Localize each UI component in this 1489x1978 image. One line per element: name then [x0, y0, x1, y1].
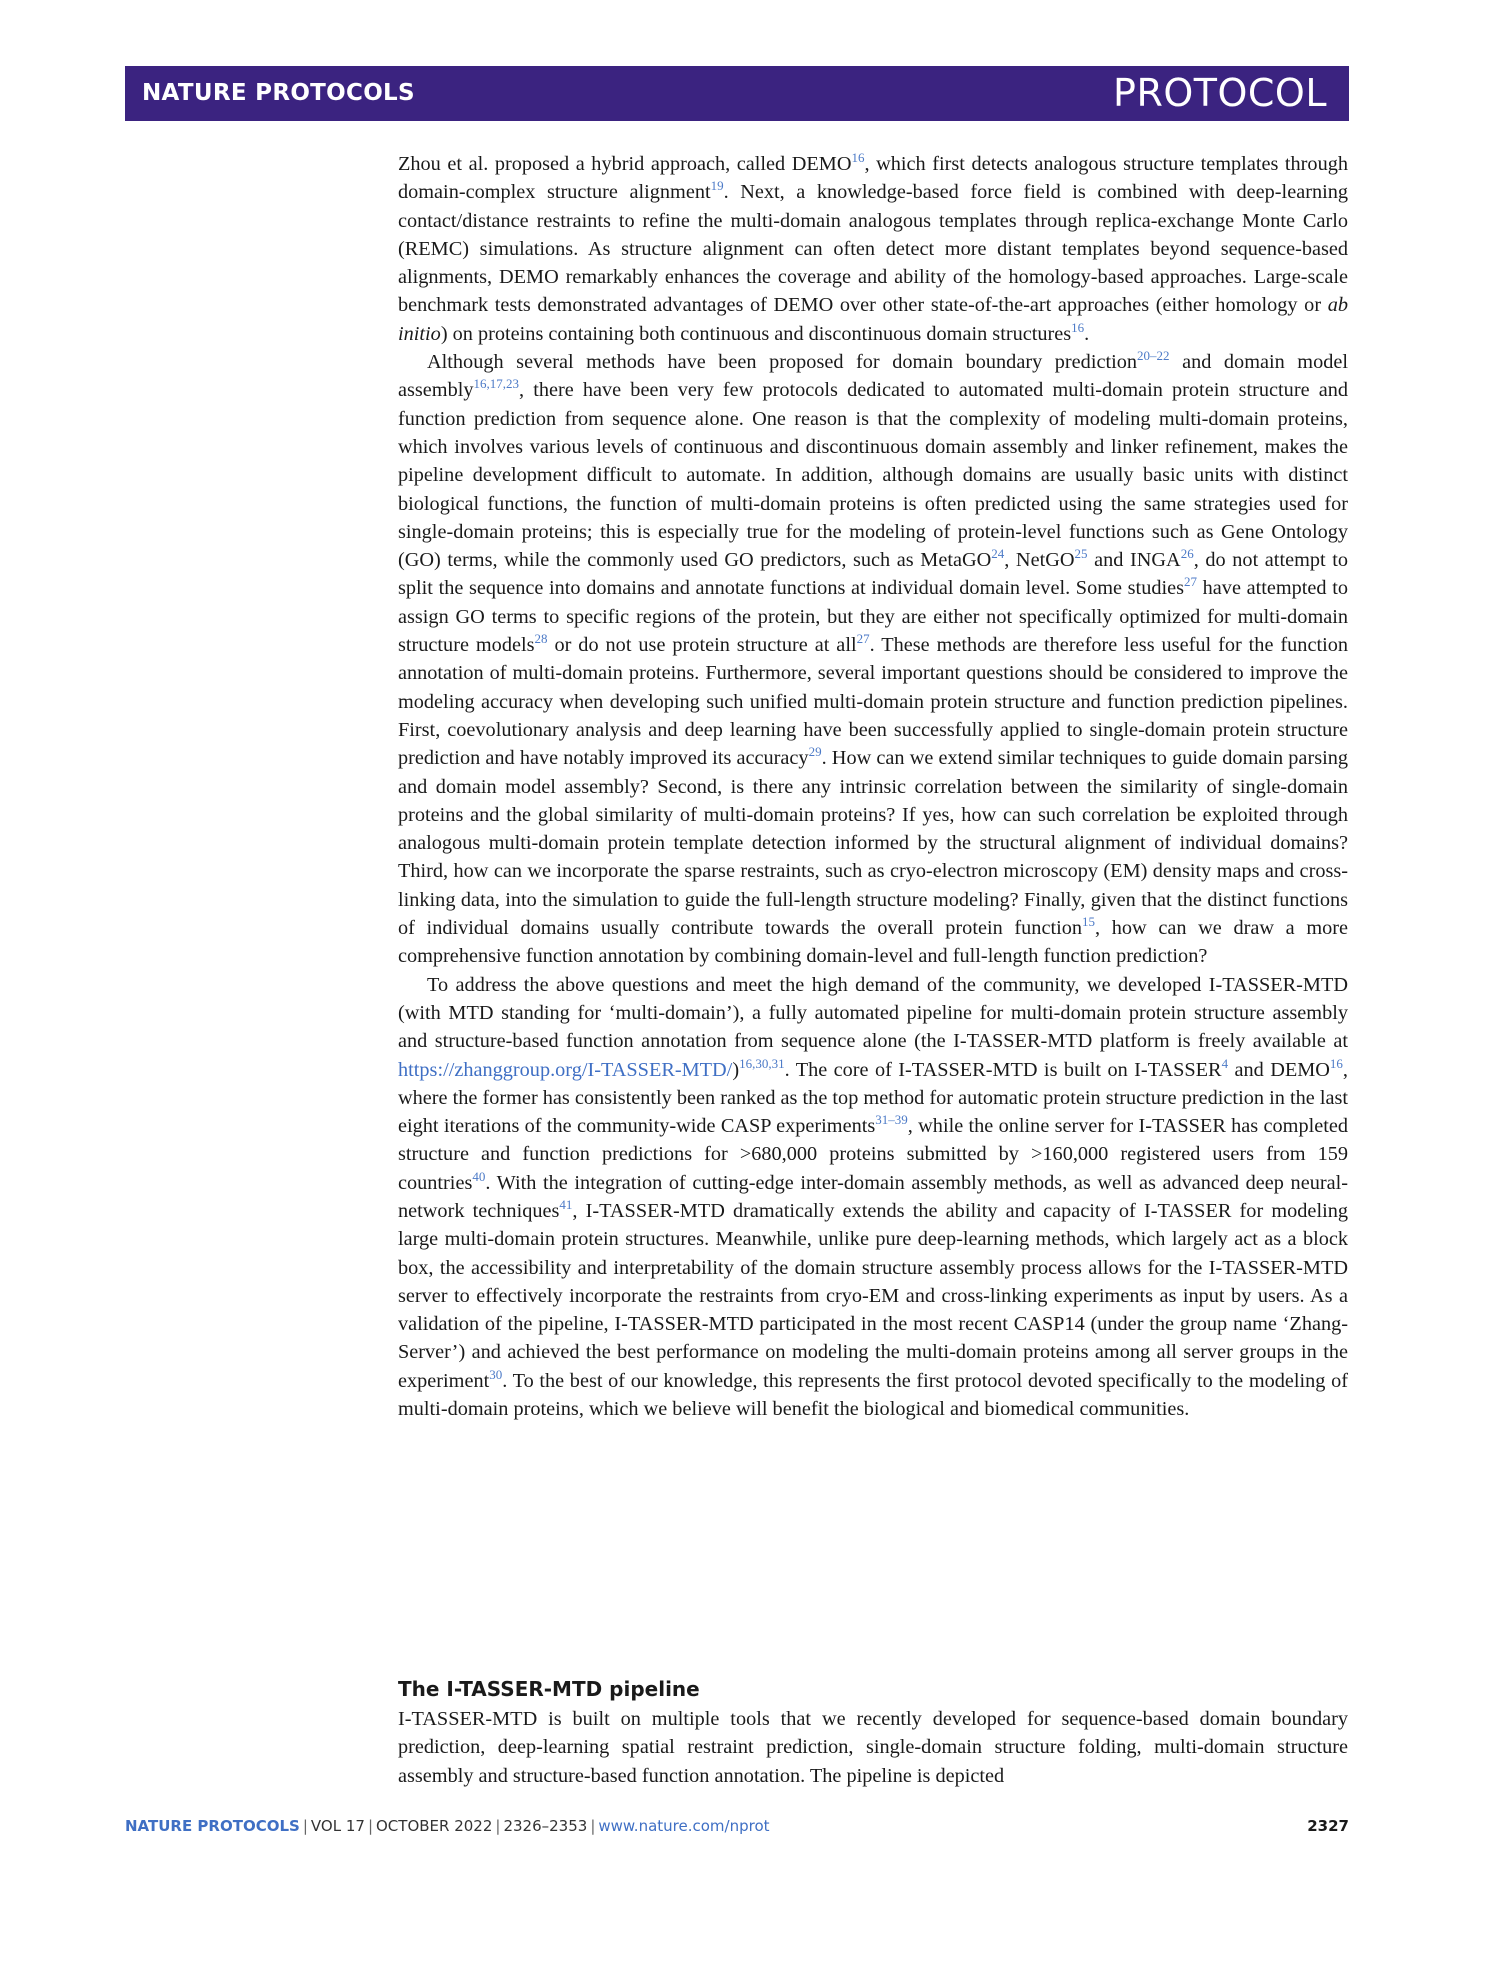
footer-volume: VOL 17 [310, 1817, 365, 1835]
section-heading: The I-TASSER-MTD pipeline [398, 1677, 700, 1701]
text-run: . The core of I-TASSER-MTD is built on I-TASSER [784, 1058, 1222, 1081]
footer-url[interactable]: www.nature.com/nprot [598, 1817, 770, 1835]
text-run: or do not use protein structure at all [547, 634, 857, 657]
text-run: Although several methods have been proposed for domain boundary prediction [427, 351, 1138, 374]
citation-ref[interactable]: 19 [710, 178, 724, 194]
citation-ref[interactable]: 16,17,23 [473, 376, 519, 392]
body-paragraph [398, 971, 1348, 1424]
body-paragraph [398, 348, 1348, 971]
citation-ref[interactable]: 16 [851, 150, 865, 166]
article-type: PROTOCOL [1113, 71, 1327, 115]
text-run: . These methods are therefore less useful for the function annotation of multi-domain proteins. Furthermore, several important questions should be considered to improve the modeling accuracy when developing such unified multi-domain protein structure and function prediction pipelines. First, coevolutionary analysis and deep learning have been successfully applied to single-domain protein structure prediction and have notably improved its accuracy [398, 634, 1348, 770]
text-run: , which first detects analogous structure templates through domain-complex structure alignment [398, 153, 1348, 204]
text-run: , how can we draw a more comprehensive function annotation by combining domain-level and full-length function prediction? [398, 917, 1348, 968]
citation-ref[interactable]: 16,30,31 [739, 1055, 785, 1071]
text-run: To address the above questions and meet the high demand of the community, we developed I-TASSER-MTD (with MTD standing for ‘multi-domain’), a fully automated pipeline for multi-domain protein structure assembly and structure-based function annotation from sequence alone (the I-TASSER-MTD platform is freely available at [398, 973, 1348, 1053]
external-link[interactable]: https://zhanggroup.org/I-TASSER-MTD/ [398, 1058, 733, 1081]
journal-banner [125, 66, 1349, 121]
text-run: and INGA [1087, 549, 1181, 572]
text-run: and domain model assembly [398, 351, 1348, 402]
text-run: , where the former has consistently been ranked as the top method for automatic protein structure prediction in the last eight iterations of the community-wide CASP experiments [398, 1058, 1348, 1138]
text-run: , do not attempt to split the sequence into domains and annotate functions at individual domain level. Some studies [398, 549, 1349, 600]
text-run: . Next, a knowledge-based force field is combined with deep-learning contact/distance restraints to refine the multi-domain analogous templates through replica-exchange Monte Carlo (REMC) simulations. As structure alignment can often detect more distant templates beyond sequence-based alignments, DEMO remarkably enhances the coverage and ability of the homology-based approaches. Large-scale benchmark tests demonstrated advantages of DEMO over other state-of-the-art approaches (either homology or [398, 181, 1349, 317]
footer-date: OCTOBER 2022 [376, 1817, 493, 1835]
text-run: , I-TASSER-MTD dramatically extends the ability and capacity of I-TASSER for modeling large multi-domain protein structures. Meanwhile, unlike pure deep-learning methods, which largely act as a block box, the accessibility and interpretability of the domain structure assembly process allows for the I-TASSER-MTD server to effectively incorporate the restraints from cryo-EM and cross-linking experiments as input by users. As a validation of the pipeline, I-TASSER-MTD participated in the most recent CASP14 (under the group name ‘Zhang-Server’) and achieved the best performance on modeling the multi-domain proteins among all server groups in the experiment [398, 1199, 1348, 1392]
text-run: Zhou et al. proposed a hybrid approach, called DEMO [398, 153, 852, 175]
text-run: ) on proteins containing both continuous and discontinuous domain structures [440, 322, 1072, 345]
text-run: ) [732, 1058, 740, 1081]
citation-ref[interactable]: 30 [489, 1366, 503, 1382]
citation-ref[interactable]: 26 [1180, 546, 1194, 562]
citation-ref[interactable]: 31–39 [875, 1112, 908, 1128]
citation-ref[interactable]: 27 [856, 631, 870, 647]
text-run: . To the best of our knowledge, this represents the first protocol devoted specifically to the modeling of multi-domain proteins, which we believe will benefit the biological and biomedical communities. [398, 1369, 1348, 1421]
citation-ref[interactable]: 25 [1074, 546, 1088, 562]
citation-ref[interactable]: 29 [808, 744, 822, 760]
page-number: 2327 [1307, 1817, 1349, 1835]
section-paragraph: I-TASSER-MTD is built on multiple tools that we recently developed for sequence-based domain boundary prediction, deep-learning spatial restraint prediction, single-domain structure folding, multi-domain structure assembly and structure-based function annotation. The pipeline is depicted [398, 1708, 1348, 1787]
text-run: , there have been very few protocols dedicated to automated multi-domain protein structure and function prediction from sequence alone. One reason is that the complexity of modeling multi-domain proteins, which involves various levels of continuous and discontinuous domain assembly and linker refinement, makes the pipeline development difficult to automate. In addition, although domains are usually basic units with distinct biological functions, the function of multi-domain proteins is often predicted using the same strategies used for single-domain proteins; this is especially true for the modeling of protein-level functions such as Gene Ontology (GO) terms, while the commonly used GO predictors, such as MetaGO [398, 379, 1348, 572]
text-run: . With the integration of cutting-edge inter-domain assembly methods, as well as advanced deep neural-network techniques [398, 1171, 1348, 1222]
citation-ref[interactable]: 24 [991, 546, 1005, 562]
body-paragraph [398, 150, 1348, 348]
page-footer: NATURE PROTOCOLS | VOL 17 | OCTOBER 2022 | 2326–2353 | www.nature.com/nprot 2327 [125, 1817, 1349, 1835]
citation-ref[interactable]: 28 [534, 631, 548, 647]
italic-text: ab initio [398, 294, 1348, 345]
footer-journal: NATURE PROTOCOLS [125, 1817, 300, 1835]
citation-ref[interactable]: 41 [559, 1197, 573, 1213]
citation-ref[interactable]: 4 [1221, 1055, 1229, 1071]
text-run: and DEMO [1228, 1058, 1330, 1081]
article-body [398, 150, 1348, 1423]
text-run: have attempted to assign GO terms to specific regions of the protein, but they are either not specifically optimized for multi-domain structure models [398, 577, 1349, 657]
text-run: . How can we extend similar techniques to guide domain parsing and domain model assembly? Second, is there any intrinsic correlation between the similarity of single-domain proteins and the global similarity of multi-domain proteins? If yes, how can such correlation be exploited through analogous multi-domain protein template detection informed by the structural alignment of individual domains? Third, how can we incorporate the sparse restraints, such as cryo-electron microscopy (EM) density maps and cross-linking data, into the simulation to guide the full-length structure modeling? Finally, given that the distinct functions of individual domains usually contribute towards the overall protein function [398, 747, 1349, 940]
citation-ref[interactable]: 16 [1329, 1055, 1343, 1071]
footer-pages: 2326–2353 [503, 1817, 588, 1835]
citation-ref[interactable]: 15 [1082, 914, 1095, 930]
journal-name: NATURE PROTOCOLS [142, 80, 415, 106]
text-run: . [1084, 322, 1090, 345]
citation-ref[interactable]: 40 [472, 1168, 486, 1184]
text-run: , NetGO [1004, 549, 1075, 572]
text-run: , while the online server for I-TASSER has completed structure and function predictions for >680,000 proteins submitted by >160,000 registered users from 159 countries [398, 1115, 1348, 1194]
citation-ref[interactable]: 16 [1071, 319, 1085, 335]
citation-ref[interactable]: 20–22 [1137, 348, 1170, 364]
citation-ref[interactable]: 27 [1184, 574, 1198, 590]
